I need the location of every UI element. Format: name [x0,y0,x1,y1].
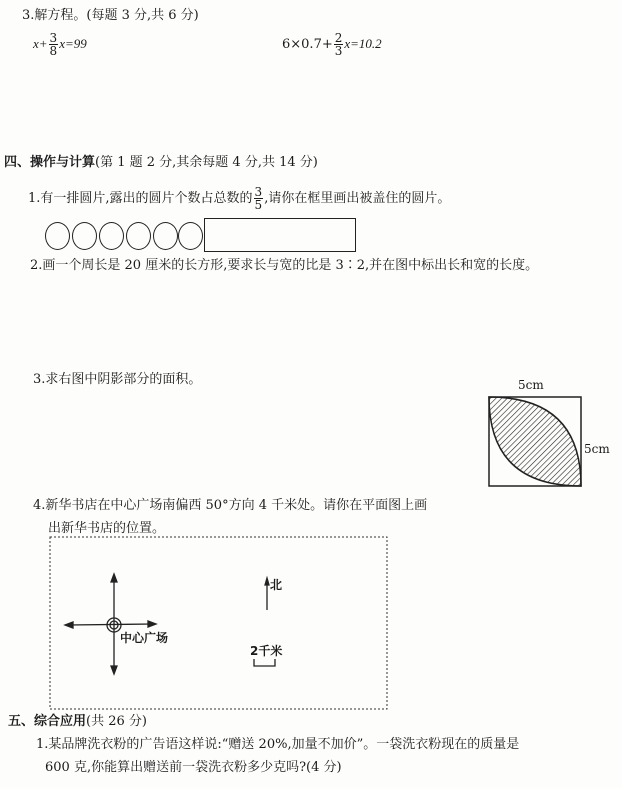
eq2-den: 3 [334,44,343,58]
eq1-den: 8 [49,44,58,58]
s4-q1-den: 5 [254,198,263,212]
s4-q4-line1: 4.新华书店在中心广场南偏西 50°方向 4 千米处。请你在平面图上画 [33,498,428,513]
s4-q3: 3.求右图中阴影部分的面积。 [33,372,202,387]
s4-q1-num: 3 [254,185,263,199]
square-top-label: 5cm [518,378,544,392]
square-side-label: 5cm [584,442,610,456]
eq2-num: 2 [334,31,343,45]
center-square-label: 中心广场 [120,631,169,645]
eq1-pre: x+ [33,36,48,51]
eq1-post: x=99 [59,36,87,51]
section-5-title: 五、综合应用 [8,714,87,729]
section-5-heading [8,714,147,730]
north-arrow-icon [265,578,269,610]
s4-q1-post: ,请你在框里画出被盖住的圆片。 [264,191,451,206]
s5-q1-line2: 600 克,你能算出赠送前一袋洗衣粉多少克吗?(4 分) [45,760,342,775]
s4-q2: 2.画一个周长是 20 厘米的长方形,要求长与宽的比是 3∶2,并在图中标出长和宽的长度。 [30,258,539,273]
eq2-pre: 6×0.7+ [282,37,333,52]
eq2-post: x=10.2 [344,36,382,51]
scale-label: 2千米 [250,644,283,658]
section-4-note: (第 1 题 2 分,其余每题 4 分,共 14 分) [95,155,318,170]
s5-q1-line1: 1.某品牌洗衣粉的广告语这样说:“赠送 20%,加量不加价”。一袋洗衣粉现在的质量是 [36,737,520,752]
s4-q1-pre: 1.有一排圆片,露出的圆片个数占总数的 [28,191,253,206]
section-5-note: (共 26 分) [86,714,147,729]
section-4-title: 四、操作与计算 [4,155,96,170]
scale-bar [254,659,275,666]
s4-q4-line2: 出新华书店的位置。 [48,521,166,536]
north-label: 北 [270,578,283,592]
shaded-leaf-region [489,397,581,486]
eq1-num: 3 [49,31,58,45]
map-answer-area[interactable] [50,537,387,709]
q3-solve-equations-title: 3.解方程。(每题 3 分,共 6 分) [22,8,199,23]
compass-cross [65,574,156,674]
